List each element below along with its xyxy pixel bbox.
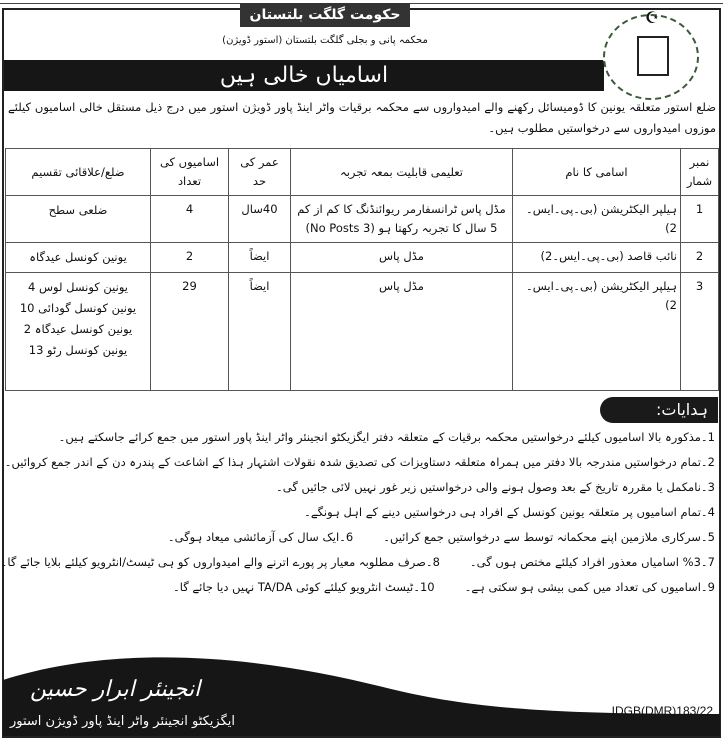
intro-paragraph: ضلع استور متعلقہ یونین کا ڈومیسائل رکھنے والے امیدواروں سے محکمہ برقیات واٹر اینڈ پاور ڈویژن استور میں درج ذیل مستقل خالی اسامیوں کیلئے موزوں امیدواروں سے درخواستیں مطلوب ہیں۔ <box>8 100 716 135</box>
area-cell: ضلعی سطح <box>6 196 151 243</box>
col-count: اسامیوں کی تعداد <box>151 149 229 196</box>
area-cell: یونین کونسل لوس 4 یونین کونسل گودائی 10 یونین کونسل عیدگاہ 2 یونین کونسل رٹو 13 <box>6 273 151 391</box>
post-cell: نائب قاصد (بی۔پی۔ایس۔2) <box>513 243 681 273</box>
qualification-cell: مڈل پاس <box>291 243 513 273</box>
qualification-cell: مڈل پاس ٹرانسفارمر ریوائنڈنگ کا کم از کم 5 سال کا تجربہ رکھتا ہو (3 No Posts) <box>291 196 513 243</box>
age-cell: ایضاً <box>229 273 291 391</box>
instructions-heading: ہدایات: <box>600 397 718 423</box>
instruction-item: 8۔صرف مطلوبہ معیار پر پورے اترنے والے امیدواروں کو ہی ٹیسٹ/انٹرویو کیلئے بلایا جائے گا۔ <box>0 555 440 569</box>
qualification-cell: مڈل پاس <box>291 273 513 391</box>
instruction-item: 3۔نامکمل یا مقررہ تاریخ کے بعد وصول ہونے والی درخواستیں زیر غور نہیں لائی جائیں گی۔ <box>276 480 715 494</box>
col-qualification: تعلیمی قابلیت بمعہ تجربہ <box>291 149 513 196</box>
instruction-item: 4۔تمام اسامیوں پر متعلقہ یونین کونسل کے افراد ہی درخواستیں دینے کے اہل ہونگے۔ <box>304 505 715 519</box>
col-post: اسامی کا نام <box>513 149 681 196</box>
instruction-line <box>0 550 715 575</box>
table-header-row <box>6 149 719 196</box>
instruction-item: 1۔مذکورہ بالا اسامیوں کیلئے درخواستیں محکمہ برقیات کے متعلقہ دفتر ایگزیکٹو انجینئر واٹر اینڈ پاور استور میں جمع کرائے جاسکتے ہیں۔ <box>58 430 715 444</box>
reference-number: IDGB(DMR)183/22 <box>611 704 713 718</box>
serial-cell: 2 <box>681 243 719 273</box>
col-serial: نمبر شمار <box>681 149 719 196</box>
table-row <box>6 243 719 273</box>
instruction-item: 2۔تمام درخواستیں مندرجہ بالا دفتر میں ہمراہ متعلقہ دستاویزات کی تصدیق شدہ نقولات اشتہار ہذا کے اشاعت کے پندرہ دن کے اندر جمع کروائیں۔ <box>4 455 715 469</box>
table-row <box>6 273 719 391</box>
serial-cell: 3 <box>681 273 719 391</box>
count-cell: 4 <box>151 196 229 243</box>
instruction-item: 10۔ٹیسٹ انٹرویو کیلئے کوئی TA/DA نہیں دیا جائے گا۔ <box>173 580 435 594</box>
instruction-line <box>5 525 715 550</box>
main-content <box>0 148 718 600</box>
instruction-item: 9۔اسامیوں کی تعداد میں کمی بیشی ہو سکتی ہے۔ <box>464 580 715 594</box>
age-cell: 40سال <box>229 196 291 243</box>
department-label: محکمہ پانی و بجلی گلگت بلتستان (استور ڈویژن) <box>222 35 428 46</box>
count-cell: 2 <box>151 243 229 273</box>
serial-cell: 1 <box>681 196 719 243</box>
col-area: ضلع/علاقائی تقسیم <box>6 149 151 196</box>
instructions-list <box>0 425 718 600</box>
col-age: عمر کی حد <box>229 149 291 196</box>
instruction-item: 5۔سرکاری ملازمین اپنے محکمانہ توسط سے درخواستیں جمع کرائیں۔ <box>383 530 715 544</box>
instruction-item: 7۔3% اسامیاں معذور افراد کیلئے مختص ہوں گی۔ <box>469 555 715 569</box>
gilgit-baltistan-emblem-icon: ☪ <box>603 14 699 100</box>
vacancies-table <box>5 148 719 391</box>
vacancies-banner: اسامیاں خالی ہیں <box>4 60 604 91</box>
signatory-name: انجینئر ابرار حسین <box>30 677 201 702</box>
signatory-designation: ایگزیکٹو انجینئر واٹر اینڈ پاور ڈویژن استور <box>10 714 235 729</box>
age-cell: ایضاً <box>229 243 291 273</box>
instruction-line <box>5 575 715 600</box>
table-row <box>6 196 719 243</box>
government-label: حکومت گلگت بلتستان <box>240 3 410 27</box>
instruction-item: 6۔ایک سال کی آزمائشی میعاد ہوگی۔ <box>167 530 354 544</box>
post-cell: ہیلپر الیکٹریشن (بی۔پی۔ایس۔2) <box>513 196 681 243</box>
post-cell: ہیلپر الیکٹریشن (بی۔پی۔ایس۔2) <box>513 273 681 391</box>
area-cell: یونین کونسل عیدگاہ <box>6 243 151 273</box>
count-cell: 29 <box>151 273 229 391</box>
